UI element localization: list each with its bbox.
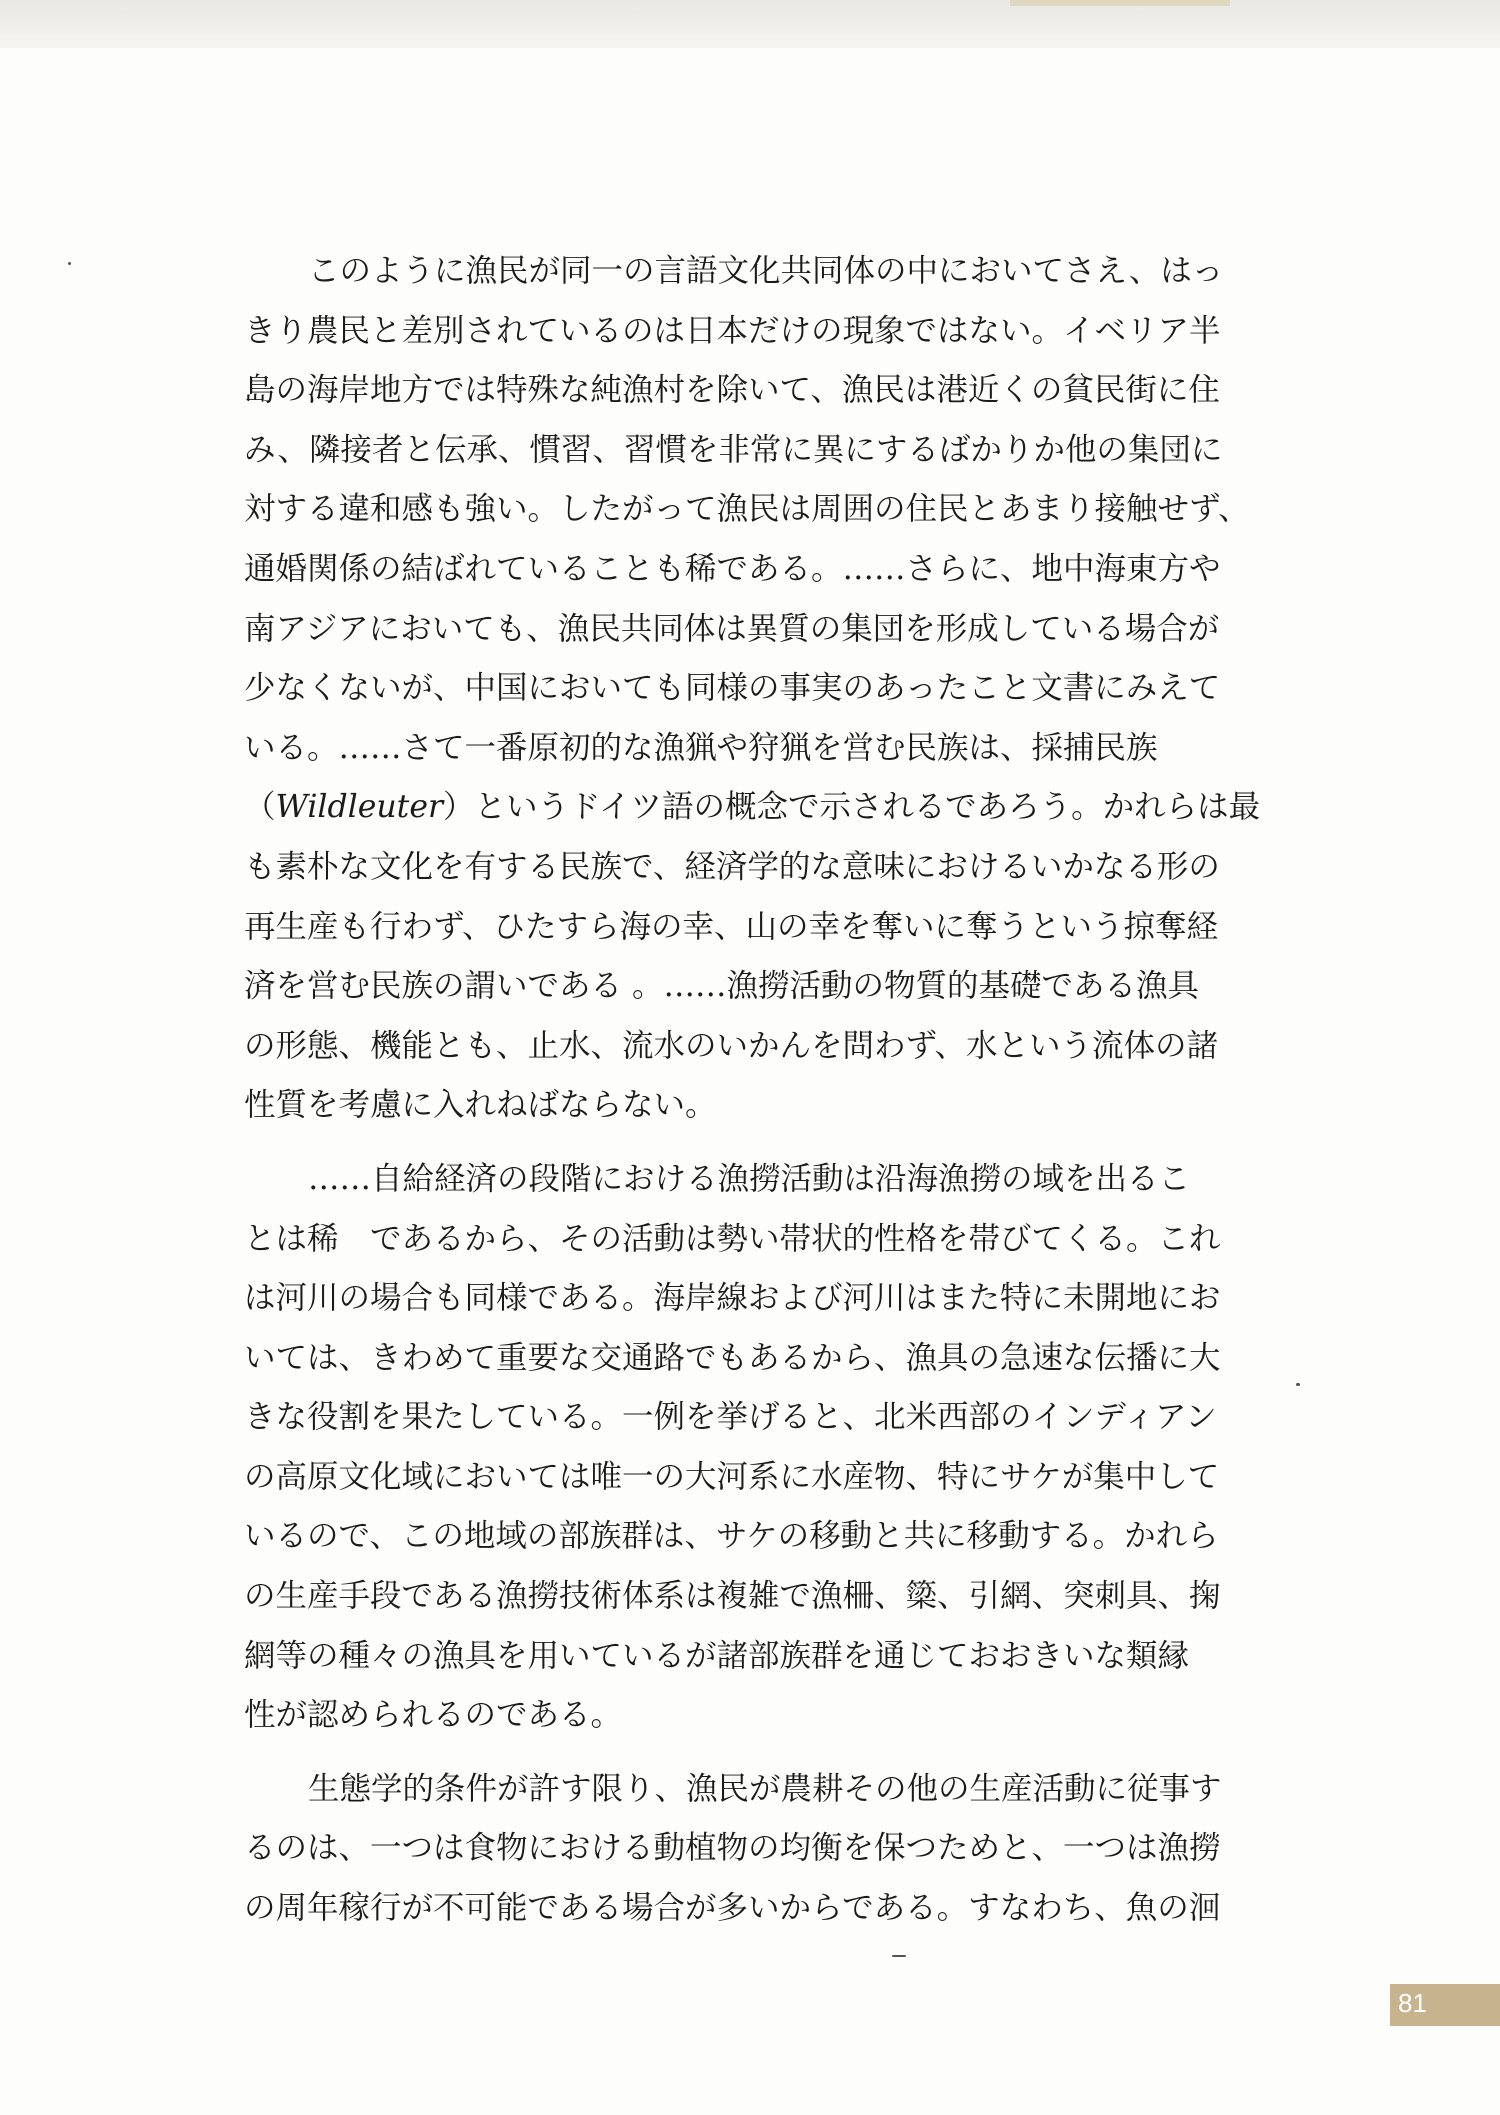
text-line: いるので、この地域の部族群は、サケの移動と共に移動する。かれら: [244, 1518, 1219, 1555]
text-line: の形態、機能とも、止水、流水のいかんを問わず、水という流体の諸: [244, 1027, 1218, 1064]
latin-term: Wildleuter: [275, 789, 444, 826]
text-line: いる。……さて一番原初的な漁猟や狩猟を営む民族は、採捕民族: [244, 729, 1158, 766]
text-line: は河川の場合も同様である。海岸線および河川はまた特に未開地にお: [244, 1280, 1221, 1317]
text-line: 再生産も行わず、ひたすら海の幸、山の幸を奪いに奪うという掠奪経: [244, 908, 1218, 945]
text-line: み、隣接者と伝承、慣習、習慣を非常に異にするばかりか他の集団に: [244, 431, 1223, 468]
scan-speck: [892, 1955, 906, 1957]
text-line: 性質を考慮に入れねばならない。: [244, 1087, 717, 1124]
page-number-tab: [1390, 1984, 1500, 2026]
text-line: 済を営む民族の謂いである 。……漁撈活動の物質的基礎である漁具: [244, 968, 1200, 1005]
paragraph-gap: [244, 1746, 1234, 1760]
paragraph-gap: [244, 1136, 1234, 1150]
text-line: 少なくないが、中国においても同様の事実のあったこと文書にみえて: [244, 670, 1221, 707]
text-line-with-latin: [244, 778, 1261, 838]
text-line: 対する違和感も強い。したがって漁民は周囲の住民とあまり接触せず、: [244, 491, 1250, 528]
text-line: も素朴な文化を有する民族で、経済学的な意味におけるいかなる形の: [244, 848, 1220, 885]
text-line: きり農民と差別されているのは日本だけの現象ではない。イベリア半: [244, 312, 1221, 349]
text-line: 南アジアにおいても、漁民共同体は異質の集団を形成している場合が: [244, 610, 1220, 647]
scan-speck: [1296, 1383, 1300, 1386]
text-line-rest: ）というドイツ語の概念で示されるであろう。かれらは最: [443, 789, 1261, 826]
open-paren: （: [244, 789, 276, 826]
text-line: 生態学的条件が許す限り、漁民が農耕その他の生産活動に従事す: [308, 1770, 1222, 1807]
text-line: の高原文化域においては唯一の大河系に水産物、特にサケが集中して: [244, 1458, 1220, 1495]
text-line: の生産手段である漁撈技術体系は複雑で漁柵、簗、引網、突刺具、掬: [244, 1578, 1221, 1615]
text-line: いては、きわめて重要な交通路でもあるから、漁具の急速な伝播に大: [244, 1339, 1221, 1376]
text-line: るのは、一つは食物における動植物の均衡を保つためと、一つは漁撈: [244, 1830, 1221, 1867]
text-line: 網等の種々の漁具を用いているが諸部族群を通じておおきいな類縁: [244, 1637, 1190, 1674]
page-number: 81: [1398, 1988, 1427, 2018]
scan-speck: [68, 262, 71, 265]
text-line: ……自給経済の段階における漁撈活動は沿海漁撈の域を出るこ: [308, 1160, 1191, 1197]
text-line: とは稀 であるから、その活動は勢い帯状的性格を帯びてくる。これ: [244, 1220, 1221, 1257]
top-scan-strip: [0, 0, 1500, 48]
text-line: 島の海岸地方では特殊な純漁村を除いて、漁民は港近くの貧民街に住: [244, 372, 1220, 409]
text-line: 性が認められるのである。: [244, 1697, 623, 1734]
text-line: このように漁民が同一の言語文化共同体の中においてさえ、はっ: [308, 253, 1224, 289]
text-line: の周年稼行が不可能である場合が多いからである。すなわち、魚の洄: [244, 1890, 1221, 1927]
text-line: 通婚関係の結ばれていることも稀である。……さらに、地中海東方や: [244, 550, 1221, 587]
body-text: [244, 242, 1261, 1939]
top-scan-mark: [1010, 0, 1230, 6]
text-line: きな役割を果たしている。一例を挙げると、北米西部のインディアン: [244, 1399, 1217, 1436]
